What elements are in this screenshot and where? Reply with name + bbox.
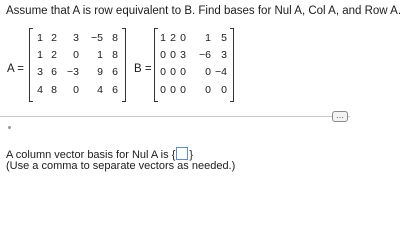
close-brace: } — [189, 149, 194, 161]
matrix-a-cell: 6 — [51, 66, 57, 78]
matrix-a-right-bracket — [122, 28, 126, 102]
matrix-a-cell: 1 — [37, 49, 43, 61]
matrix-b-cell: 0 — [170, 49, 176, 61]
matrix-a-cell: −5 — [91, 32, 103, 44]
matrix-b-cell: 3 — [221, 49, 227, 61]
matrix-b-right-bracket — [230, 28, 234, 102]
matrix-b-cell: 0 — [180, 66, 186, 78]
matrix-b — [154, 28, 234, 102]
matrix-b-cell: 3 — [180, 49, 186, 61]
matrix-b-left-bracket — [154, 28, 158, 102]
matrix-b-label: B = — [134, 63, 152, 75]
matrix-b-cell: 0 — [205, 84, 211, 96]
matrix-b-cell: 0 — [170, 84, 176, 96]
matrix-a-cell: 3 — [73, 32, 79, 44]
matrix-a-cell: 1 — [97, 49, 103, 61]
matrix-b-cell: 0 — [180, 32, 186, 44]
matrix-b-cell: 1 — [205, 32, 211, 44]
matrix-a-cell: 2 — [51, 32, 57, 44]
matrix-a-cell: 4 — [97, 84, 103, 96]
nul-a-basis-input[interactable] — [176, 147, 188, 160]
matrix-a-cell: −3 — [67, 66, 79, 78]
matrix-b-cell: 0 — [205, 66, 211, 78]
matrix-a-cell: 0 — [73, 84, 79, 96]
matrix-b-cell: 0 — [160, 66, 166, 78]
matrix-a-label: A = — [7, 63, 24, 75]
matrix-a-left-bracket — [29, 28, 33, 102]
matrix-b-cell: 5 — [221, 32, 227, 44]
matrix-b-cell: 0 — [160, 49, 166, 61]
matrix-a-cell: 8 — [112, 49, 118, 61]
matrix-a-cell: 1 — [37, 32, 43, 44]
bullet-dot — [8, 126, 11, 129]
matrix-a-cell: 6 — [112, 84, 118, 96]
matrix-a — [29, 28, 126, 102]
matrix-b-cell: 0 — [170, 66, 176, 78]
section-divider — [0, 116, 350, 117]
matrix-a-cell: 3 — [37, 66, 43, 78]
matrix-a-cell: 4 — [37, 84, 43, 96]
matrix-b-cell: 0 — [160, 84, 166, 96]
matrix-a-cell: 2 — [51, 49, 57, 61]
matrix-b-cell: −6 — [199, 49, 211, 61]
matrix-a-cell: 9 — [97, 66, 103, 78]
matrix-a-cell: 0 — [73, 49, 79, 61]
matrix-a-cell: 8 — [51, 84, 57, 96]
answer-hint: (Use a comma to separate vectors as needed.) — [6, 160, 236, 172]
matrix-b-cell: 1 — [160, 32, 166, 44]
matrix-b-cell: 0 — [180, 84, 186, 96]
matrix-b-cell: 0 — [221, 84, 227, 96]
answer-line — [6, 147, 193, 161]
matrix-b-cell: −4 — [215, 66, 227, 78]
open-brace: { — [171, 149, 176, 161]
matrix-b-cell: 2 — [170, 32, 176, 44]
matrix-a-cell: 6 — [112, 66, 118, 78]
question-text: Assume that A is row equivalent to B. Find bases for Nul A, Col A, and Row A. — [6, 5, 401, 17]
answer-prefix: A column vector basis for Nul A is — [6, 149, 169, 161]
more-options-button[interactable]: … — [332, 111, 348, 122]
matrix-a-cell: 8 — [112, 32, 118, 44]
